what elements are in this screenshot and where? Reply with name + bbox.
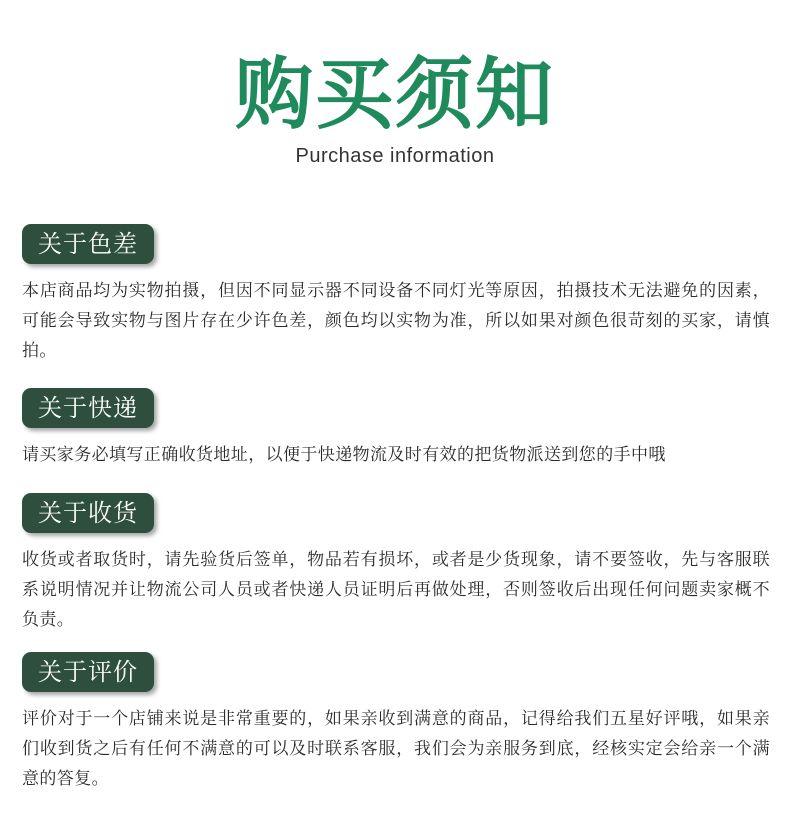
section-color-difference xyxy=(22,224,770,366)
section-tag-color-difference: 关于色差 xyxy=(22,224,154,264)
page-title: 购买须知 xyxy=(234,50,555,140)
section-text-receiving: 收货或者取货时，请先验货后签单，物品若有损坏，或者是少货现象，请不要签收，先与客服联系说明情况并让物流公司人员或者快递人员证明后再做处理，否则签收后出现任何问题卖家概不负责。 xyxy=(22,550,770,630)
section-receiving xyxy=(22,493,770,635)
section-tag-receiving: 关于收货 xyxy=(22,493,154,533)
section-tag-review: 关于评价 xyxy=(22,652,154,692)
page-subtitle: Purchase information xyxy=(295,145,495,167)
section-tag-express: 关于快递 xyxy=(22,388,154,428)
section-text-review: 评价对于一个店铺来说是非常重要的，如果亲收到满意的商品，记得给我们五星好评哦，如果亲们收到货之后有任何不满意的可以及时联系客服，我们会为亲服务到底，经核实定会给亲一个满意的答复。 xyxy=(22,709,770,789)
section-review xyxy=(22,652,770,794)
section-text-express: 请买家务必填写正确收货地址，以便于快递物流及时有效的把货物派送到您的手中哦 xyxy=(22,445,666,465)
section-express xyxy=(22,388,770,470)
section-text-color-difference: 本店商品均为实物拍摄，但因不同显示器不同设备不同灯光等原因，拍摄技术无法避免的因素，可能会导致实物与图片存在少许色差，颜色均以实物为准，所以如果对颜色很苛刻的买家，请慎拍。 xyxy=(22,281,770,361)
